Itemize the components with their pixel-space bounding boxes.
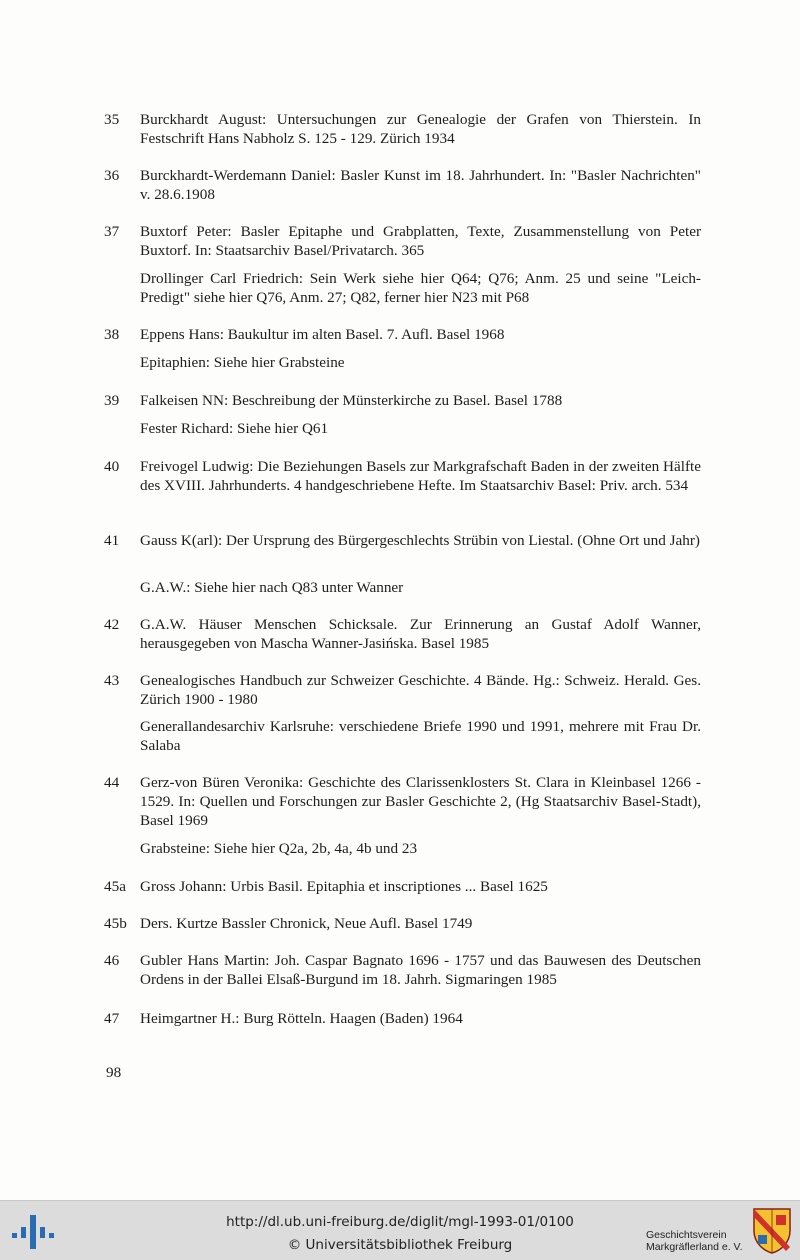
society-name xyxy=(646,1229,743,1253)
entry-number: 43 xyxy=(104,672,120,689)
entry-text: Genealogisches Handbuch zur Schweizer Geschichte. 4 Bände. Hg.: Schweiz. Herald. Ges. Zürich 1900 - 1980 xyxy=(140,672,701,708)
society-name-line: Geschichtsverein xyxy=(646,1229,727,1241)
entry-text: Falkeisen NN: Beschreibung der Münsterkirche zu Basel. Basel 1788 xyxy=(140,392,563,409)
entry-number: 45a xyxy=(104,878,126,895)
entry-text: Heimgartner H.: Burg Rötteln. Haagen (Baden) 1964 xyxy=(140,1010,463,1027)
entry-number: 45b xyxy=(104,915,127,932)
entry-text: Burckhardt August: Untersuchungen zur Genealogie der Grafen von Thierstein. In Festschrift Hans Nabholz S. 125 - 129. Zürich 1934 xyxy=(140,111,701,147)
entry-text: Drollinger Carl Friedrich: Sein Werk siehe hier Q64; Q76; Anm. 25 und seine "Leich-Predigt" siehe hier Q76, Anm. 27; Q82, ferner hier N23 mit P68 xyxy=(140,270,701,306)
entry-text: Gauss K(arl): Der Ursprung des Bürgergeschlechts Strübin von Liestal. (Ohne Ort und Jahr) xyxy=(140,532,700,549)
entry-number: 38 xyxy=(104,326,120,343)
entry-number: 39 xyxy=(104,392,120,409)
entry-text: G.A.W. Häuser Menschen Schicksale. Zur Erinnerung an Gustaf Adolf Wanner, herausgegeben von Mascha Wanner-Jasińska. Basel 1985 xyxy=(140,616,701,652)
entry-text: Fester Richard: Siehe hier Q61 xyxy=(140,420,329,437)
entry-text: Ders. Kurtze Bassler Chronick, Neue Aufl. Basel 1749 xyxy=(140,915,473,932)
entry-number: 37 xyxy=(104,223,120,240)
entry-text: G.A.W.: Siehe hier nach Q83 unter Wanner xyxy=(140,579,404,596)
entry-number: 44 xyxy=(104,774,120,791)
viewer-footer xyxy=(0,1200,800,1260)
document-url-link[interactable]: http://dl.ub.uni-freiburg.de/diglit/mgl-1993-01/0100 xyxy=(226,1214,574,1230)
entry-text: Gubler Hans Martin: Joh. Caspar Bagnato 1696 - 1757 und das Bauwesen des Deutschen Ordens in der Ballei Elsaß-Burgund im 18. Jahrh. Sigmaringen 1985 xyxy=(140,952,701,988)
entry-number: 35 xyxy=(104,111,120,128)
page-number: 98 xyxy=(106,1064,122,1081)
entry-text: Burckhardt-Werdemann Daniel: Basler Kunst im 18. Jahrhundert. In: "Basler Nachrichten" v. 28.6.1908 xyxy=(140,167,701,203)
entry-text: Generallandesarchiv Karlsruhe: verschiedene Briefe 1990 und 1991, mehrere mit Frau Dr. Salaba xyxy=(140,718,701,754)
entry-number: 46 xyxy=(104,952,120,969)
coat-of-arms-icon xyxy=(752,1207,792,1255)
entry-number: 36 xyxy=(104,167,120,184)
entry-text: Buxtorf Peter: Basler Epitaphe und Grabplatten, Texte, Zusammenstellung von Peter Buxtorf. In: Staatsarchiv Basel/Privatarch. 365 xyxy=(140,223,701,259)
entry-text: Epitaphien: Siehe hier Grabsteine xyxy=(140,354,345,371)
society-name-line: Markgräflerland e. V. xyxy=(646,1241,743,1253)
digital-library-logo-icon[interactable] xyxy=(10,1211,54,1251)
entry-number: 42 xyxy=(104,616,120,633)
entry-text: Gross Johann: Urbis Basil. Epitaphia et inscriptiones ... Basel 1625 xyxy=(140,878,548,895)
entry-text: Grabsteine: Siehe hier Q2a, 2b, 4a, 4b und 23 xyxy=(140,840,418,857)
entry-text: Freivogel Ludwig: Die Beziehungen Basels zur Markgrafschaft Baden in der zweiten Hälfte des XVIII. Jahrhunderts. 4 handgeschriebene Hefte. Im Staatsarchiv Basel: Priv. arch. 534 xyxy=(140,458,701,494)
entry-number: 47 xyxy=(104,1010,120,1027)
entry-text: Eppens Hans: Baukultur im alten Basel. 7. Aufl. Basel 1968 xyxy=(140,326,505,343)
entry-number: 40 xyxy=(104,458,120,475)
entry-text: Gerz-von Büren Veronika: Geschichte des Clarissenklosters St. Clara in Kleinbasel 1266 - 1529. In: Quellen und Forschungen zur Basler Geschichte 2, (Hg Staatsarchiv Basel-Stadt), Basel 1969 xyxy=(140,774,701,829)
copyright-notice: © Universitätsbibliothek Freiburg xyxy=(287,1237,513,1253)
entry-number: 41 xyxy=(104,532,120,549)
